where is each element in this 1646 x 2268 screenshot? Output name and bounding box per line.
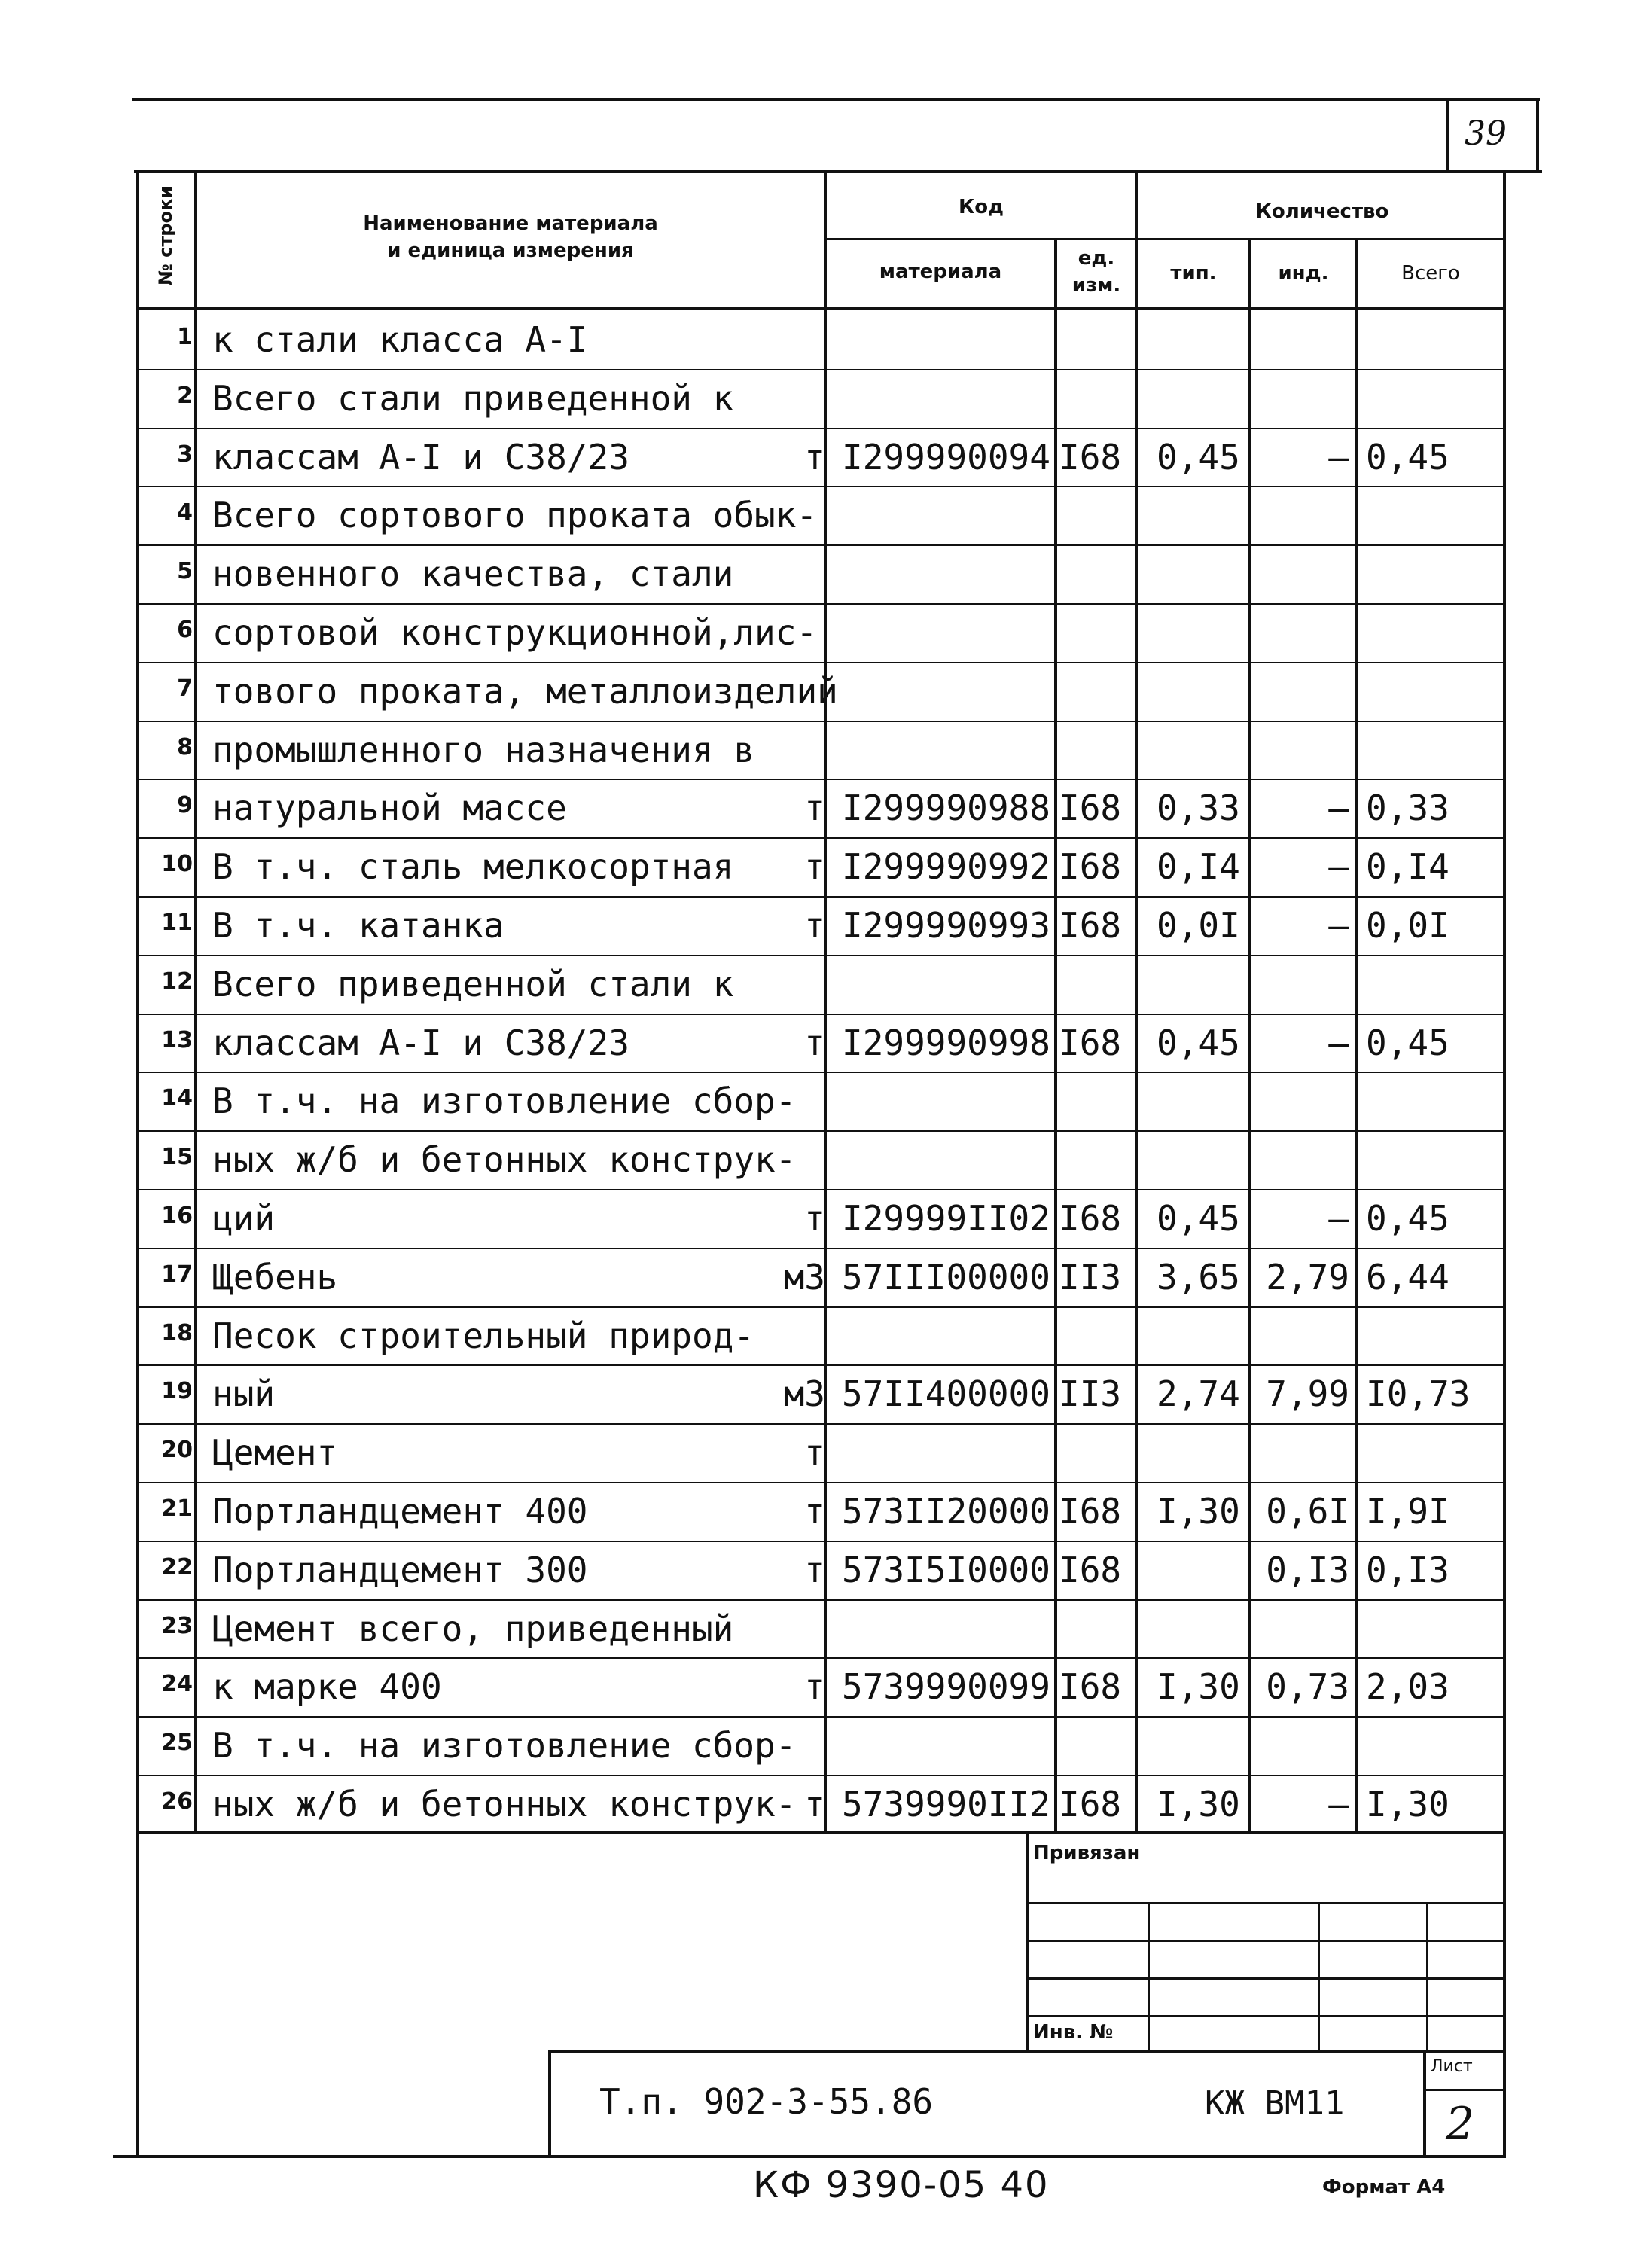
header-code-unit-1: ед. — [1078, 247, 1115, 270]
material-code: I299990094 — [842, 436, 1050, 477]
unit-code: I68 — [1059, 905, 1122, 946]
material-name: В т.ч. катанка — [212, 905, 504, 946]
table-row — [0, 603, 1646, 662]
material-name: Цемент — [212, 1432, 338, 1474]
material-name: классам А-I и С38/23 — [212, 436, 629, 477]
material-code: 573II20000 — [842, 1491, 1050, 1532]
table-row — [0, 1014, 1646, 1072]
table-row — [0, 486, 1646, 544]
table-row — [0, 544, 1646, 603]
unit-code: I68 — [1059, 1491, 1122, 1532]
row-number: 2 — [177, 382, 193, 409]
row-number: 5 — [177, 558, 193, 585]
header-q-total: Всего — [1401, 262, 1460, 285]
qty-individual: 0,I3 — [1266, 1549, 1349, 1590]
row-number: 15 — [161, 1144, 193, 1171]
table-row — [0, 721, 1646, 779]
qty-individual: – — [1328, 1784, 1349, 1824]
material-name: сортовой конструкционной,лис- — [212, 612, 818, 653]
unit: т — [804, 1666, 825, 1708]
bound-label: Привязан — [1033, 1842, 1141, 1864]
qty-total: I0,73 — [1366, 1373, 1471, 1415]
material-name: к стали класса А-I — [212, 319, 588, 360]
unit: т — [804, 1198, 825, 1239]
table-row — [0, 1716, 1646, 1775]
header-name-line1: Наименование материала — [363, 212, 658, 235]
table-row — [0, 1423, 1646, 1482]
unit-code: I68 — [1059, 1784, 1122, 1824]
table-row — [0, 1306, 1646, 1365]
unit: т — [804, 846, 825, 888]
qty-typical: 0,45 — [1157, 436, 1240, 477]
material-code: I29999II02 — [842, 1198, 1050, 1239]
table-row — [0, 896, 1646, 955]
unit-code: I68 — [1059, 1198, 1122, 1239]
table-row — [0, 779, 1646, 837]
header-code: Код — [958, 196, 1004, 218]
row-number: 25 — [161, 1730, 193, 1757]
row-number: 1 — [177, 324, 193, 350]
material-name: ций — [212, 1198, 276, 1239]
sheet-label: Лист — [1431, 2057, 1473, 2076]
qty-typical: 3,65 — [1157, 1256, 1240, 1297]
row-number: 11 — [161, 910, 193, 936]
qty-total: I,9I — [1366, 1491, 1449, 1532]
table-row — [0, 369, 1646, 428]
qty-individual: – — [1328, 1198, 1349, 1239]
qty-typical: I,30 — [1157, 1666, 1240, 1708]
qty-total: 0,45 — [1366, 1022, 1449, 1063]
row-number: 17 — [161, 1261, 193, 1288]
inventory-label: Инв. № — [1033, 2021, 1114, 2044]
row-number: 20 — [161, 1437, 193, 1464]
header-code-material: материала — [879, 261, 1002, 283]
header-q-typ: тип. — [1170, 262, 1217, 285]
qty-individual: – — [1328, 846, 1349, 888]
material-name: ных ж/б и бетонных конструк- — [212, 1784, 797, 1824]
table-row — [0, 1248, 1646, 1306]
table-row — [0, 1482, 1646, 1541]
material-name: классам А-I и С38/23 — [212, 1022, 629, 1063]
row-number: 10 — [161, 851, 193, 878]
material-name: ных ж/б и бетонных конструк- — [212, 1139, 797, 1181]
unit-code: I68 — [1059, 1549, 1122, 1590]
qty-total: 6,44 — [1366, 1256, 1449, 1297]
page-number: 39 — [1465, 114, 1507, 153]
unit: т — [804, 1549, 825, 1590]
qty-total: 2,03 — [1366, 1666, 1449, 1708]
header-q-ind: инд. — [1278, 262, 1329, 285]
qty-total: 0,0I — [1366, 905, 1449, 946]
material-code: I299990993 — [842, 905, 1050, 946]
table-row — [0, 1072, 1646, 1130]
row-number: 3 — [177, 440, 193, 468]
qty-individual: – — [1328, 788, 1349, 829]
row-number: 23 — [161, 1612, 193, 1639]
row-number: 7 — [177, 675, 193, 702]
material-name: Портландцемент 400 — [212, 1491, 588, 1532]
qty-individual: – — [1328, 1022, 1349, 1063]
table-row — [0, 1599, 1646, 1658]
archive-number: КФ 9390-05 40 — [753, 2164, 1050, 2206]
material-name: Портландцемент 300 — [212, 1549, 588, 1590]
unit: т — [804, 1491, 825, 1532]
qty-total: 0,45 — [1366, 436, 1449, 477]
table-row — [0, 837, 1646, 896]
row-number: 16 — [161, 1203, 193, 1229]
material-code: 573I5I0000 — [842, 1549, 1050, 1590]
qty-total: 0,I3 — [1366, 1549, 1449, 1590]
material-name: Всего сортового проката обык- — [212, 495, 818, 536]
material-name: Цемент всего, приведенный — [212, 1608, 734, 1649]
table-row — [0, 1657, 1646, 1716]
header-row-no: № строки — [155, 185, 176, 286]
material-name: промышленного назначения в — [212, 729, 755, 770]
unit: т — [804, 1784, 825, 1824]
qty-typical: 0,0I — [1157, 905, 1240, 946]
material-code: 5739990II2 — [842, 1784, 1050, 1824]
material-code: 57III00000 — [842, 1256, 1050, 1297]
qty-typical: I,30 — [1157, 1784, 1240, 1824]
qty-total: 0,45 — [1366, 1198, 1449, 1239]
unit: т — [804, 788, 825, 829]
format-label: Формат А4 — [1322, 2176, 1446, 2199]
unit-code: II3 — [1059, 1256, 1122, 1297]
table-row — [0, 310, 1646, 369]
qty-typical: 0,45 — [1157, 1022, 1240, 1063]
table-row — [0, 1775, 1646, 1834]
row-number: 21 — [161, 1495, 193, 1522]
header-name-line2: и единица измерения — [387, 239, 634, 262]
qty-individual: 0,6I — [1266, 1491, 1349, 1532]
material-code: 57II400000 — [842, 1373, 1050, 1415]
table-row — [0, 428, 1646, 486]
table-row — [0, 662, 1646, 721]
row-number: 18 — [161, 1319, 193, 1346]
unit: т — [804, 436, 825, 477]
row-number: 26 — [161, 1788, 193, 1815]
row-number: 14 — [161, 1085, 193, 1112]
qty-individual: 7,99 — [1266, 1373, 1349, 1415]
qty-individual: – — [1328, 436, 1349, 477]
document-code: КЖ ВМ11 — [1205, 2084, 1345, 2123]
material-name: В т.ч. на изготовление сбор- — [212, 1081, 797, 1122]
unit: т — [804, 1022, 825, 1063]
row-number: 8 — [177, 733, 193, 761]
material-code: I299990998 — [842, 1022, 1050, 1063]
material-code: I299990992 — [842, 846, 1050, 888]
material-name: В т.ч. сталь мелкосортная — [212, 846, 734, 888]
table-row — [0, 955, 1646, 1014]
qty-total: 0,33 — [1366, 788, 1449, 829]
table-row — [0, 1189, 1646, 1248]
header-quantity: Количество — [1255, 200, 1389, 223]
material-name: В т.ч. на изготовление сбор- — [212, 1725, 797, 1767]
qty-individual: 2,79 — [1266, 1256, 1349, 1297]
qty-individual: 0,73 — [1266, 1666, 1349, 1708]
qty-individual: – — [1328, 905, 1349, 946]
material-code: 5739990099 — [842, 1666, 1050, 1708]
row-number: 13 — [161, 1026, 193, 1053]
table-row — [0, 1130, 1646, 1189]
row-number: 12 — [161, 968, 193, 995]
material-name: Песок строительный природ- — [212, 1315, 755, 1356]
row-number: 19 — [161, 1378, 193, 1405]
qty-typical: I,30 — [1157, 1491, 1240, 1532]
qty-total: I,30 — [1366, 1784, 1449, 1824]
project-number: Т.п. 902-3-55.86 — [599, 2081, 934, 2122]
table-row — [0, 1541, 1646, 1599]
material-name: натуральной массе — [212, 788, 567, 829]
material-name: новенного качества, стали — [212, 553, 734, 595]
material-name: тового проката, металлоизделий — [212, 670, 838, 712]
unit-code: I68 — [1059, 846, 1122, 888]
row-number: 24 — [161, 1671, 193, 1698]
unit-code: I68 — [1059, 788, 1122, 829]
table-row — [0, 1364, 1646, 1423]
unit: т — [804, 1432, 825, 1474]
material-code: I299990988 — [842, 788, 1050, 829]
unit-code: II3 — [1059, 1373, 1122, 1415]
row-number: 9 — [177, 792, 193, 819]
row-number: 6 — [177, 617, 193, 643]
material-name: к марке 400 — [212, 1666, 442, 1708]
material-name: Всего приведенной стали к — [212, 963, 734, 1004]
unit: м3 — [783, 1256, 825, 1297]
unit-code: I68 — [1059, 1666, 1122, 1708]
unit-code: I68 — [1059, 436, 1122, 477]
material-name: ный — [212, 1373, 276, 1415]
material-name: Всего стали приведенной к — [212, 377, 734, 419]
material-name: Щебень — [212, 1256, 338, 1297]
qty-total: 0,I4 — [1366, 846, 1449, 888]
qty-typical: 2,74 — [1157, 1373, 1240, 1415]
qty-typical: 0,I4 — [1157, 846, 1240, 888]
row-number: 4 — [177, 499, 193, 526]
qty-typical: 0,45 — [1157, 1198, 1240, 1239]
unit-code: I68 — [1059, 1022, 1122, 1063]
unit: т — [804, 905, 825, 946]
row-number: 22 — [161, 1553, 193, 1581]
header-code-unit-2: изм. — [1071, 274, 1121, 297]
unit: м3 — [783, 1373, 825, 1415]
qty-typical: 0,33 — [1157, 788, 1240, 829]
sheet-number: 2 — [1446, 2098, 1475, 2151]
